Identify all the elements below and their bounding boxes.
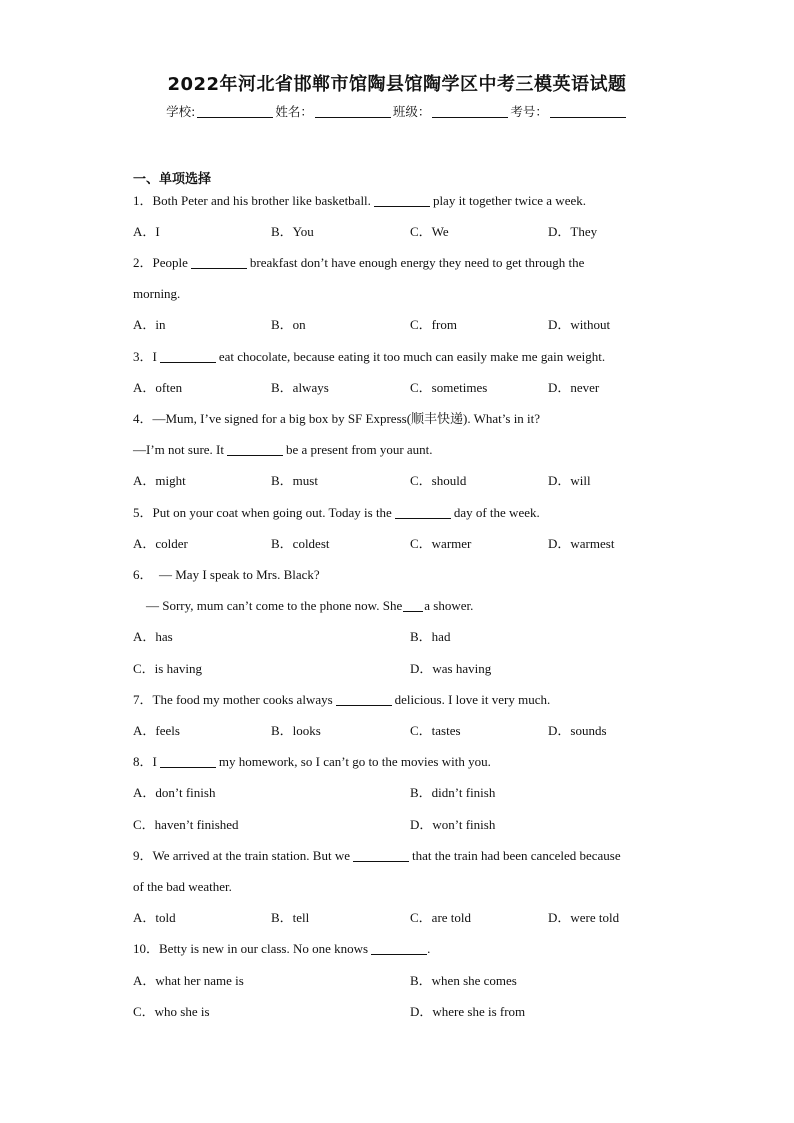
question-6: 6． — May I speak to Mrs. Black? <box>133 567 320 582</box>
question-2-continued: morning. <box>133 286 181 301</box>
number-blank[interactable] <box>550 105 626 118</box>
question-text: 8．I <box>133 754 157 769</box>
name-blank[interactable] <box>315 105 391 118</box>
option-d[interactable]: D．sounds <box>548 723 607 738</box>
option-d[interactable]: D．were told <box>548 910 620 925</box>
option-c[interactable]: C．haven’t finished <box>133 817 239 832</box>
option-c[interactable]: C．We <box>410 224 449 239</box>
question-text: day of the week. <box>453 505 540 520</box>
option-b[interactable]: B．had <box>410 629 451 644</box>
number-label: 考号： <box>510 104 548 119</box>
answer-blank[interactable] <box>403 599 423 612</box>
question-10 <box>133 941 430 957</box>
name-label: 姓名： <box>275 104 313 119</box>
option-d[interactable]: D．was having <box>410 661 492 676</box>
question-9-continued: of the bad weather. <box>133 879 232 894</box>
question-text: play it together twice a week. <box>432 193 586 208</box>
question-4: 4．—Mum, I’ve signed for a big box by SF Express(顺丰快递). What’s in it? <box>133 411 541 426</box>
option-d[interactable]: D．never <box>548 380 600 395</box>
school-label: 学校: <box>166 104 196 119</box>
option-d[interactable]: D．will <box>548 473 591 488</box>
question-text: —I’m not sure. It <box>133 442 224 457</box>
question-text: 2．People <box>133 255 188 270</box>
class-blank[interactable] <box>432 105 508 118</box>
question-text: be a present from your aunt. <box>285 442 433 457</box>
option-a[interactable]: A．colder <box>133 536 188 551</box>
answer-blank[interactable] <box>371 942 427 955</box>
option-c[interactable]: C．should <box>410 473 467 488</box>
question-6-response <box>133 598 473 614</box>
answer-blank[interactable] <box>374 194 430 207</box>
option-c[interactable]: C．is having <box>133 661 202 676</box>
option-b[interactable]: B．must <box>271 473 318 488</box>
answer-blank[interactable] <box>160 350 216 363</box>
option-c[interactable]: C．from <box>410 317 457 332</box>
option-d[interactable]: D．They <box>548 224 598 239</box>
question-text: — Sorry, mum can’t come to the phone now. She <box>133 598 403 613</box>
option-a[interactable]: A．told <box>133 910 176 925</box>
option-c[interactable]: C．who she is <box>133 1004 210 1019</box>
question-5 <box>133 505 540 521</box>
answer-blank[interactable] <box>227 443 283 456</box>
question-text: 3．I <box>133 349 157 364</box>
section-title: 一、单项选择 <box>133 172 212 187</box>
option-b[interactable]: B．coldest <box>271 536 330 551</box>
question-4-response <box>133 442 433 458</box>
answer-blank[interactable] <box>160 755 216 768</box>
student-info-row <box>0 102 794 120</box>
option-d[interactable]: D．without <box>548 317 611 332</box>
option-a[interactable]: A．has <box>133 629 173 644</box>
question-text: 9．We arrived at the train station. But we <box>133 848 351 863</box>
question-8 <box>133 754 491 770</box>
page-title: 2022年河北省邯郸市馆陶县馆陶学区中考三模英语试题 <box>167 74 627 95</box>
question-9 <box>133 848 621 864</box>
option-a[interactable]: A．don’t finish <box>133 785 216 800</box>
option-c[interactable]: C．are told <box>410 910 472 925</box>
option-a[interactable]: A．might <box>133 473 186 488</box>
option-a[interactable]: A．in <box>133 317 166 332</box>
question-text: delicious. I love it very much. <box>394 692 551 707</box>
question-3 <box>133 349 605 365</box>
question-text: . <box>427 941 431 956</box>
option-a[interactable]: A．often <box>133 380 183 395</box>
question-text: eat chocolate, because eating it too much can easily make me gain weight. <box>218 349 606 364</box>
option-b[interactable]: B．always <box>271 380 329 395</box>
option-a[interactable]: A．I <box>133 224 160 239</box>
question-text: my homework, so I can’t go to the movies with you. <box>218 754 491 769</box>
answer-blank[interactable] <box>336 693 392 706</box>
option-b[interactable]: B．You <box>271 224 314 239</box>
question-text: 10．Betty is new in our class. No one knows <box>133 941 369 956</box>
option-b[interactable]: B．looks <box>271 723 321 738</box>
answer-blank[interactable] <box>395 506 451 519</box>
option-a[interactable]: A．what her name is <box>133 973 244 988</box>
option-b[interactable]: B．when she comes <box>410 973 517 988</box>
question-text: 5．Put on your coat when going out. Today is the <box>133 505 392 520</box>
question-text: 1．Both Peter and his brother like basketball. <box>133 193 371 208</box>
option-d[interactable]: D．won’t finish <box>410 817 496 832</box>
option-b[interactable]: B．on <box>271 317 306 332</box>
answer-blank[interactable] <box>353 849 409 862</box>
question-text: that the train had been canceled because <box>412 848 621 863</box>
option-d[interactable]: D．warmest <box>548 536 615 551</box>
question-text: 7．The food my mother cooks always <box>133 692 333 707</box>
question-text: a shower. <box>424 598 474 613</box>
option-c[interactable]: C．tastes <box>410 723 461 738</box>
option-b[interactable]: B．didn’t finish <box>410 785 496 800</box>
option-d[interactable]: D．where she is from <box>410 1004 526 1019</box>
answer-blank[interactable] <box>191 256 247 269</box>
question-7 <box>133 692 550 708</box>
question-1 <box>133 193 586 209</box>
question-2 <box>133 255 584 271</box>
school-blank[interactable] <box>197 105 273 118</box>
option-c[interactable]: C．sometimes <box>410 380 488 395</box>
class-label: 班级： <box>392 104 431 119</box>
question-text: breakfast don’t have enough energy they need to get through the <box>249 255 585 270</box>
option-a[interactable]: A．feels <box>133 723 180 738</box>
option-b[interactable]: B．tell <box>271 910 310 925</box>
option-c[interactable]: C．warmer <box>410 536 472 551</box>
